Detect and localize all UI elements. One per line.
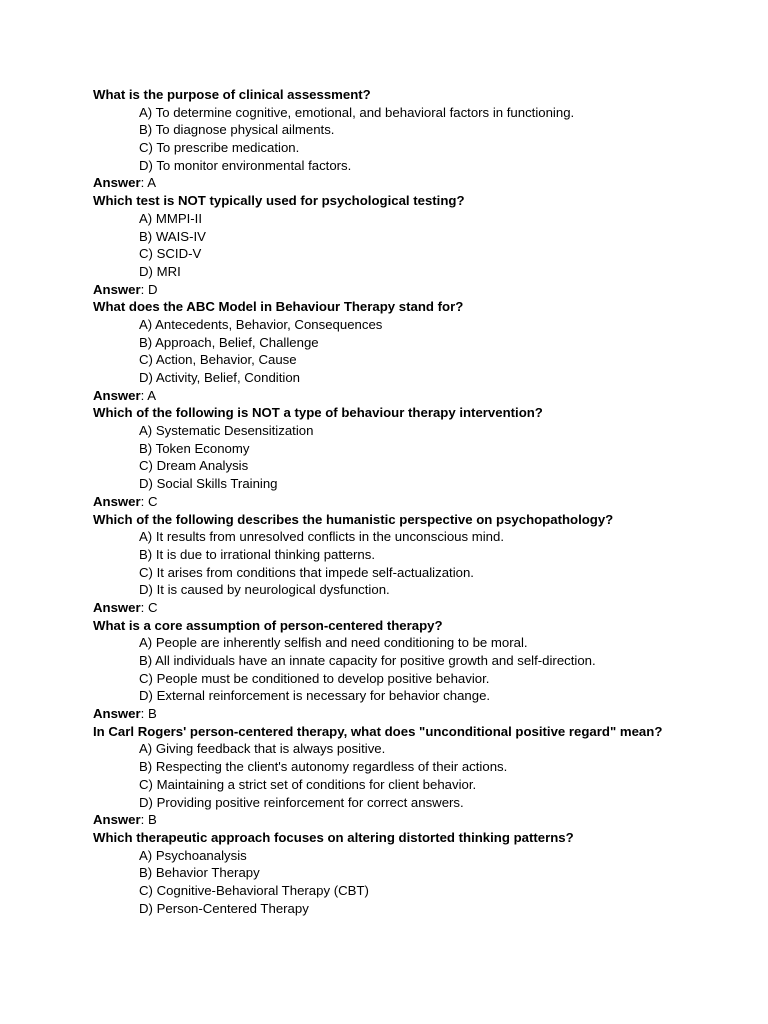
answer-option: C) To prescribe medication. bbox=[139, 140, 300, 156]
answer-option: B) Approach, Belief, Challenge bbox=[139, 334, 319, 350]
answer-option: B) Token Economy bbox=[139, 440, 250, 456]
answer-option: A) MMPI-II bbox=[139, 210, 203, 226]
question-text: What does the ABC Model in Behaviour Therapy stand for? bbox=[93, 299, 464, 315]
answer-separator: : bbox=[140, 493, 148, 509]
question-text: What is a core assumption of person-centered therapy? bbox=[93, 617, 443, 633]
answer-option: B) Respecting the client's autonomy regardless of their actions. bbox=[139, 759, 508, 775]
answer-line bbox=[93, 387, 693, 405]
answer-option: A) Giving feedback that is always positive. bbox=[139, 741, 386, 757]
answer-value: D bbox=[147, 281, 158, 297]
answer-option: C) Dream Analysis bbox=[139, 458, 249, 474]
answer-label: Answer bbox=[93, 387, 141, 403]
question-block bbox=[93, 723, 693, 829]
answer-option: D) Activity, Belief, Condition bbox=[139, 370, 300, 385]
answer-label: Answer bbox=[93, 812, 141, 828]
question-text: In Carl Rogers' person-centered therapy, what does "unconditional positive regard" mean? bbox=[93, 723, 663, 739]
answer-option: B) It is due to irrational thinking patterns. bbox=[139, 546, 376, 562]
answer-separator: : bbox=[140, 281, 148, 297]
answer-option: D) Social Skills Training bbox=[139, 476, 278, 492]
answer-separator: : bbox=[140, 175, 148, 191]
answer-label: Answer bbox=[93, 706, 141, 722]
answer-label: Answer bbox=[93, 599, 141, 615]
quiz-document bbox=[93, 86, 693, 917]
answer-option: D) It is caused by neurological dysfunction. bbox=[139, 582, 390, 598]
answer-option: A) Psychoanalysis bbox=[139, 847, 247, 863]
question-text: Which therapeutic approach focuses on altering distorted thinking patterns? bbox=[93, 829, 574, 845]
answer-option: C) Action, Behavior, Cause bbox=[139, 352, 297, 368]
question-block bbox=[93, 511, 693, 617]
answer-option: C) Maintaining a strict set of conditions for client behavior. bbox=[139, 776, 477, 792]
answer-separator: : bbox=[140, 812, 148, 828]
answer-option: B) WAIS-IV bbox=[139, 228, 206, 244]
question-text: Which of the following describes the humanistic perspective on psychopathology? bbox=[93, 511, 614, 527]
answer-option: A) It results from unresolved conflicts in the unconscious mind. bbox=[139, 529, 505, 545]
answer-line bbox=[93, 705, 693, 723]
answer-value: B bbox=[147, 812, 157, 828]
answer-value: A bbox=[147, 175, 157, 191]
answer-option: C) It arises from conditions that impede self-actualization. bbox=[139, 564, 474, 580]
answer-label: Answer bbox=[93, 281, 141, 297]
question-block bbox=[93, 617, 693, 723]
answer-separator: : bbox=[140, 387, 148, 403]
answer-line bbox=[93, 281, 693, 299]
answer-value: C bbox=[147, 599, 158, 615]
answer-option: D) External reinforcement is necessary for behavior change. bbox=[139, 688, 491, 704]
question-block bbox=[93, 404, 693, 510]
question-block bbox=[93, 86, 693, 192]
question-text: Which of the following is NOT a type of behaviour therapy intervention? bbox=[93, 405, 543, 421]
answer-label: Answer bbox=[93, 493, 141, 509]
question-block bbox=[93, 829, 693, 917]
answer-option: D) To monitor environmental factors. bbox=[139, 157, 352, 173]
question-text: What is the purpose of clinical assessment? bbox=[93, 87, 371, 102]
question-block bbox=[93, 192, 693, 298]
answer-option: C) Cognitive-Behavioral Therapy (CBT) bbox=[139, 882, 369, 898]
answer-separator: : bbox=[140, 599, 148, 615]
question-block bbox=[93, 298, 693, 404]
answer-option: A) To determine cognitive, emotional, and behavioral factors in functioning. bbox=[139, 104, 575, 120]
answer-option: B) All individuals have an innate capacity for positive growth and self-direction. bbox=[139, 653, 596, 668]
answer-label: Answer bbox=[93, 175, 141, 191]
answer-option: D) Providing positive reinforcement for correct answers. bbox=[139, 794, 464, 810]
answer-value: C bbox=[147, 493, 158, 509]
answer-option: A) Antecedents, Behavior, Consequences bbox=[139, 316, 383, 332]
answer-option: B) To diagnose physical ailments. bbox=[139, 122, 335, 138]
answer-option: C) People must be conditioned to develop positive behavior. bbox=[139, 670, 490, 686]
answer-option: B) Behavior Therapy bbox=[139, 865, 260, 881]
answer-separator: : bbox=[140, 706, 148, 722]
answer-line bbox=[93, 493, 693, 511]
answer-option: C) SCID-V bbox=[139, 246, 202, 262]
answer-value: A bbox=[147, 387, 157, 403]
answer-option: A) People are inherently selfish and need conditioning to be moral. bbox=[139, 635, 528, 651]
answer-line bbox=[93, 811, 693, 829]
answer-option: D) MRI bbox=[139, 263, 181, 279]
answer-option: A) Systematic Desensitization bbox=[139, 423, 314, 439]
question-text: Which test is NOT typically used for psychological testing? bbox=[93, 193, 465, 209]
answer-line bbox=[93, 174, 693, 192]
answer-value: B bbox=[147, 706, 157, 722]
answer-line bbox=[93, 599, 693, 617]
answer-option: D) Person-Centered Therapy bbox=[139, 900, 309, 916]
